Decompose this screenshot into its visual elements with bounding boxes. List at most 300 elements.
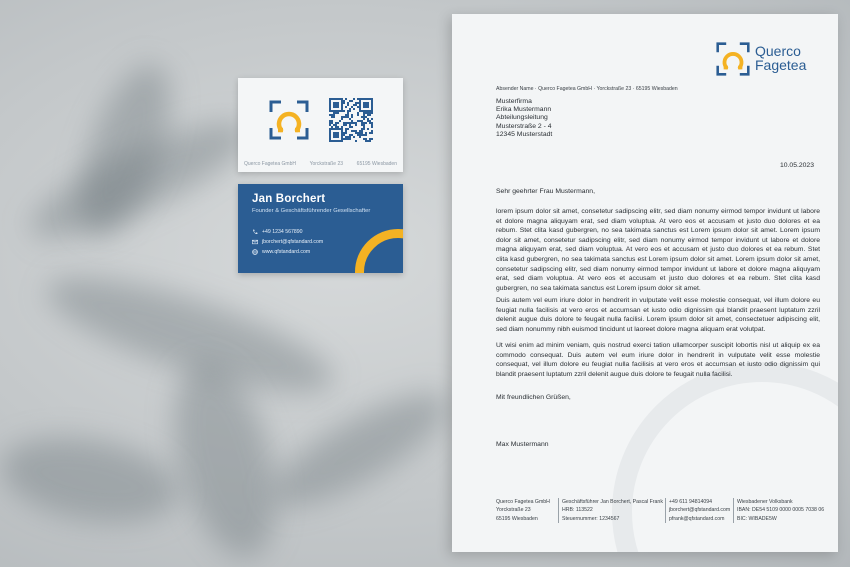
qr-module xyxy=(359,100,361,102)
qr-module xyxy=(357,102,359,104)
qr-module xyxy=(357,132,359,134)
qr-module xyxy=(361,98,363,100)
qr-module xyxy=(345,124,347,126)
qr-module xyxy=(329,130,331,132)
footer-text: Geschäftsführer Jan Borchert, Pascal Frank xyxy=(562,499,663,505)
qr-module xyxy=(341,118,343,120)
qr-module xyxy=(337,128,339,130)
qr-module xyxy=(329,98,331,100)
qr-module xyxy=(333,114,335,116)
qr-module xyxy=(341,100,343,102)
address-line: 12345 Musterstadt xyxy=(496,130,553,138)
qr-module xyxy=(351,106,353,108)
qr-module xyxy=(351,130,353,132)
qr-module xyxy=(333,110,335,112)
address-line: Musterfirma xyxy=(496,98,532,105)
qr-module xyxy=(335,132,337,134)
qr-module xyxy=(351,116,353,118)
qr-module xyxy=(347,102,349,104)
card-front-footer xyxy=(238,161,403,167)
qr-module xyxy=(341,140,343,142)
qr-module xyxy=(363,116,365,118)
qr-module xyxy=(337,112,339,114)
logo-icon xyxy=(269,100,309,140)
qr-module xyxy=(335,134,337,136)
qr-module xyxy=(371,108,373,110)
qr-module xyxy=(335,104,337,106)
qr-module xyxy=(349,136,351,138)
qr-module xyxy=(329,114,331,116)
qr-module xyxy=(337,110,339,112)
qr-module xyxy=(343,134,345,136)
qr-module xyxy=(365,122,367,124)
qr-module xyxy=(365,134,367,136)
qr-module xyxy=(343,132,345,134)
qr-module xyxy=(347,136,349,138)
qr-module xyxy=(367,114,369,116)
qr-module xyxy=(359,104,361,106)
qr-module xyxy=(371,118,373,120)
qr-module xyxy=(361,122,363,124)
qr-module xyxy=(353,122,355,124)
qr-module xyxy=(329,104,331,106)
qr-module xyxy=(331,140,333,142)
qr-module xyxy=(349,108,351,110)
footer-text: Querco Fagetea GmbH xyxy=(496,499,550,505)
qr-module xyxy=(367,110,369,112)
qr-module xyxy=(363,110,365,112)
qr-module xyxy=(361,134,363,136)
letter-date: 10.05.2023 xyxy=(779,162,814,169)
salutation: Sehr geehrter Frau Mustermann, xyxy=(496,188,595,195)
qr-module xyxy=(365,140,367,142)
qr-module xyxy=(367,128,369,130)
qr-module xyxy=(361,116,363,118)
qr-module xyxy=(333,102,335,104)
qr-module xyxy=(365,116,367,118)
qr-module xyxy=(363,106,365,108)
qr-module xyxy=(353,130,355,132)
qr-module xyxy=(345,116,347,118)
qr-module xyxy=(341,106,343,108)
qr-code-icon xyxy=(329,98,373,142)
qr-module xyxy=(343,116,345,118)
qr-module xyxy=(363,122,365,124)
footer-text: +49 611 94814094 xyxy=(669,499,713,505)
qr-module xyxy=(335,140,337,142)
footer-column-company xyxy=(496,498,558,523)
qr-module xyxy=(369,138,371,140)
qr-module xyxy=(349,138,351,140)
qr-module xyxy=(331,98,333,100)
footer-text: pfrank@qfstandard.com xyxy=(669,515,725,522)
qr-module xyxy=(335,106,337,108)
qr-module xyxy=(363,102,365,104)
qr-module xyxy=(353,98,355,100)
qr-module xyxy=(349,124,351,126)
qr-module xyxy=(353,136,355,138)
footer-column-bank xyxy=(733,498,828,523)
qr-module xyxy=(361,110,363,112)
qr-module xyxy=(345,122,347,124)
qr-module xyxy=(359,102,361,104)
qr-module xyxy=(331,126,333,128)
qr-module xyxy=(359,98,361,100)
qr-module xyxy=(337,134,339,136)
qr-module xyxy=(369,112,371,114)
address-line: Abteilungsleitung xyxy=(496,114,548,122)
qr-module xyxy=(355,104,357,106)
qr-module xyxy=(335,136,337,138)
card-phone-row xyxy=(252,229,303,235)
qr-module xyxy=(363,98,365,100)
qr-module xyxy=(341,110,343,112)
business-card-back xyxy=(238,184,403,273)
signer-name: Max Mustermann xyxy=(496,441,549,448)
qr-module xyxy=(341,108,343,110)
qr-module xyxy=(355,132,357,134)
card-street: Yorckstraße 23 xyxy=(309,161,344,167)
qr-module xyxy=(331,128,333,130)
qr-module xyxy=(339,98,341,100)
qr-module xyxy=(343,122,345,124)
qr-module xyxy=(333,134,335,136)
qr-module xyxy=(337,106,339,108)
body-paragraph-3: Ut wisi enim ad minim veniam, quis nostrud exerci tation ullamcorper suscipit lobortis nisl ut aliquip ex ea commodo consequat. Duis autem vel eum iriure dolor in hendrerit in vulputate velit esse molestie consequat, vel illum dolore eu feugiat nulla facilisis at vero eros et accumsan et iusto odio dignissim qui blandit praesent luptatum zzril delenit augue duis dolore te feugait nulla facilisi. xyxy=(496,342,820,378)
qr-module xyxy=(329,132,331,134)
qr-module xyxy=(371,126,373,128)
qr-module xyxy=(361,132,363,134)
qr-module xyxy=(365,138,367,140)
leaf-shadow xyxy=(258,374,461,526)
qr-module xyxy=(329,100,331,102)
qr-module xyxy=(371,104,373,106)
qr-module xyxy=(359,132,361,134)
qr-module xyxy=(371,124,373,126)
body-paragraph-2: Duis autem vel eum iriure dolor in hendrerit in vulputate velit esse molestie consequat, vel illum dolore eu feugiat nulla facilisis at vero eros et accumsan et iusto odio dignissim qui blandit praesent luptatum zzril delenit augue duis dolore te feugait nulla facilisi. Lorem ipsum dolor sit amet, consectetuer adipiscing elit, sed diam nonummy nibh euismod tincidunt ut laoreet dolore magna aliquam erat volutpat. xyxy=(496,297,820,333)
qr-module xyxy=(335,110,337,112)
qr-module xyxy=(339,110,341,112)
qr-module xyxy=(341,104,343,106)
qr-module xyxy=(333,124,335,126)
card-company: Querco Fagetea GmbH xyxy=(244,161,296,167)
qr-module xyxy=(345,128,347,130)
brand-line-1: Querco xyxy=(755,43,801,59)
qr-module xyxy=(337,122,339,124)
qr-module xyxy=(351,122,353,124)
qr-module xyxy=(337,98,339,100)
qr-module xyxy=(355,130,357,132)
qr-module xyxy=(331,120,333,122)
footer-text: 65195 Wiesbaden xyxy=(496,515,538,522)
qr-module xyxy=(357,98,359,100)
qr-module xyxy=(331,110,333,112)
qr-module xyxy=(365,104,367,106)
card-person-name: Jan Borchert xyxy=(252,193,326,205)
qr-module xyxy=(371,138,373,140)
qr-module xyxy=(367,104,369,106)
footer-text: IBAN: DE54 5109 0000 0005 7038 06 xyxy=(737,507,825,514)
qr-module xyxy=(329,134,331,136)
decorative-arc xyxy=(612,362,838,552)
qr-module xyxy=(361,128,363,130)
qr-module xyxy=(355,102,357,104)
mail-icon xyxy=(252,239,258,245)
qr-module xyxy=(363,112,365,114)
qr-module xyxy=(363,134,365,136)
qr-module xyxy=(367,106,369,108)
qr-module xyxy=(341,126,343,128)
qr-module xyxy=(329,140,331,142)
qr-module xyxy=(335,122,337,124)
qr-module xyxy=(367,98,369,100)
footer-text: Steuernummer: 1234567 xyxy=(562,515,620,522)
qr-module xyxy=(371,110,373,112)
qr-module xyxy=(365,110,367,112)
sender-line: Absender Name · Querco Fagetea GmbH · Yorckstraße 23 · 65195 Wiesbaden xyxy=(496,86,678,92)
brand-line-2: Fagetea xyxy=(755,57,807,73)
qr-module xyxy=(365,98,367,100)
qr-module xyxy=(337,126,339,128)
qr-module xyxy=(361,124,363,126)
qr-module xyxy=(329,138,331,140)
qr-module xyxy=(349,100,351,102)
qr-module xyxy=(329,128,331,130)
qr-module xyxy=(351,100,353,102)
qr-module xyxy=(357,114,359,116)
qr-module xyxy=(343,102,345,104)
qr-module xyxy=(343,110,345,112)
qr-module xyxy=(333,128,335,130)
qr-module xyxy=(371,130,373,132)
qr-module xyxy=(329,124,331,126)
qr-module xyxy=(365,112,367,114)
qr-module xyxy=(359,136,361,138)
qr-module xyxy=(367,118,369,120)
qr-module xyxy=(361,130,363,132)
qr-module xyxy=(349,110,351,112)
qr-module xyxy=(333,116,335,118)
address-line: Erika Mustermann xyxy=(496,106,552,114)
qr-module xyxy=(349,126,351,128)
qr-module xyxy=(335,98,337,100)
qr-module xyxy=(363,126,365,128)
qr-module xyxy=(357,120,359,122)
qr-module xyxy=(333,140,335,142)
qr-module xyxy=(355,122,357,124)
qr-module xyxy=(363,114,365,116)
qr-module xyxy=(365,106,367,108)
qr-module xyxy=(331,114,333,116)
qr-module xyxy=(345,106,347,108)
qr-module xyxy=(329,122,331,124)
qr-module xyxy=(367,140,369,142)
card-phone: +49 1234 567890 xyxy=(262,229,303,235)
qr-module xyxy=(363,104,365,106)
card-city: 65195 Wiesbaden xyxy=(356,161,397,167)
qr-module xyxy=(341,116,343,118)
qr-module xyxy=(341,130,343,132)
qr-module xyxy=(367,112,369,114)
qr-module xyxy=(335,128,337,130)
business-card-front xyxy=(238,78,403,172)
qr-module xyxy=(347,116,349,118)
qr-module xyxy=(349,134,351,136)
qr-module xyxy=(329,136,331,138)
qr-module xyxy=(363,138,365,140)
qr-module xyxy=(347,104,349,106)
decorative-arc xyxy=(355,229,403,273)
qr-module xyxy=(333,132,335,134)
qr-module xyxy=(341,138,343,140)
qr-module xyxy=(359,106,361,108)
qr-module xyxy=(369,140,371,142)
qr-module xyxy=(351,134,353,136)
address-line: Musterstraße 2 - 4 xyxy=(496,122,552,130)
qr-module xyxy=(345,138,347,140)
qr-module xyxy=(339,128,341,130)
qr-module xyxy=(371,102,373,104)
letter-footer xyxy=(496,498,828,523)
qr-module xyxy=(365,132,367,134)
qr-module xyxy=(341,136,343,138)
qr-module xyxy=(329,106,331,108)
qr-module xyxy=(347,128,349,130)
qr-module xyxy=(369,122,371,124)
qr-module xyxy=(357,112,359,114)
footer-column-registry xyxy=(558,498,665,523)
qr-module xyxy=(331,122,333,124)
qr-module xyxy=(355,140,357,142)
qr-module xyxy=(335,124,337,126)
footer-text: jborchert@qfstandard.com xyxy=(669,507,731,514)
qr-module xyxy=(359,120,361,122)
leaf-shadow xyxy=(0,425,186,535)
card-email: jborchert@qfstandard.com xyxy=(262,239,324,245)
globe-icon xyxy=(252,249,258,255)
qr-module xyxy=(369,98,371,100)
qr-module xyxy=(361,120,363,122)
qr-module xyxy=(333,136,335,138)
qr-module xyxy=(363,124,365,126)
qr-module xyxy=(343,100,345,102)
qr-module xyxy=(371,132,373,134)
card-website: www.qfstandard.com xyxy=(262,249,311,255)
qr-module xyxy=(363,128,365,130)
qr-module xyxy=(337,140,339,142)
qr-module xyxy=(345,132,347,134)
qr-module xyxy=(347,122,349,124)
footer-text: Wiesbadener Volksbank xyxy=(737,499,793,505)
qr-module xyxy=(359,110,361,112)
qr-module xyxy=(345,136,347,138)
qr-module xyxy=(347,110,349,112)
qr-module xyxy=(341,128,343,130)
qr-module xyxy=(345,130,347,132)
qr-module xyxy=(329,102,331,104)
qr-module xyxy=(331,116,333,118)
card-person-role: Founder & Geschäftsführender Gesellschafter xyxy=(252,208,371,214)
footer-text: BIC: WIBADE5W xyxy=(737,515,777,522)
qr-module xyxy=(341,132,343,134)
qr-module xyxy=(343,124,345,126)
qr-module xyxy=(329,108,331,110)
qr-module xyxy=(359,130,361,132)
qr-module xyxy=(337,132,339,134)
qr-module xyxy=(337,136,339,138)
qr-module xyxy=(345,98,347,100)
qr-module xyxy=(335,126,337,128)
qr-module xyxy=(369,120,371,122)
qr-module xyxy=(345,114,347,116)
qr-module xyxy=(353,104,355,106)
qr-module xyxy=(371,100,373,102)
qr-module xyxy=(369,110,371,112)
qr-module xyxy=(369,114,371,116)
qr-module xyxy=(355,124,357,126)
qr-module xyxy=(347,112,349,114)
qr-module xyxy=(353,108,355,110)
qr-module xyxy=(367,120,369,122)
qr-module xyxy=(333,104,335,106)
qr-module xyxy=(351,120,353,122)
qr-module xyxy=(347,138,349,140)
qr-module xyxy=(329,110,331,112)
recipient-address xyxy=(496,98,552,139)
qr-module xyxy=(333,98,335,100)
card-web-row xyxy=(252,249,310,255)
qr-module xyxy=(333,112,335,114)
qr-module xyxy=(351,126,353,128)
qr-module xyxy=(337,104,339,106)
qr-module xyxy=(329,120,331,122)
qr-module xyxy=(367,102,369,104)
qr-module xyxy=(337,102,339,104)
qr-module xyxy=(363,118,365,120)
closing: Mit freundlichen Grüßen, xyxy=(496,394,571,401)
body-paragraph-1: lorem ipsum dolor sit amet, consetetur sadipscing elitr, sed diam nonumy eirmod tempor invidunt ut labore et dolore magna aliquyam erat, sed diam voluptua. At vero eos et accusam et justo duo dolores et ea rebum. Stet clita kasd gubergren, no sea takimata sanctus est Lorem ipsum dolor sit amet. Lorem ipsum dolor sit amet, consetetur sadipscing elitr, sed diam nonumy eirmod tempor invidunt ut labore et dolore magna aliquyam erat, sed diam voluptua. At vero eos et accusam et justo duo dolores et ea rebum. Stet clita kasd gubergren, no sea takimata sanctus est Lorem ipsum dolor sit amet. Lorem ipsum dolor sit amet, consetetur sadipscing elitr, sed diam nonumy eirmod tempor invidunt ut labore et dolore magna aliquyam erat, sed diam voluptua. At vero eos et accusam et justo duo dolores et ea rebum. Stet clita kasd gubergren, no sea takimata sanctus est Lorem ipsum dolor sit amet. xyxy=(496,208,820,292)
qr-module xyxy=(371,122,373,124)
qr-module xyxy=(339,140,341,142)
qr-module xyxy=(341,102,343,104)
phone-icon xyxy=(252,229,258,235)
qr-module xyxy=(369,132,371,134)
qr-module xyxy=(335,102,337,104)
qr-module xyxy=(341,134,343,136)
qr-module xyxy=(351,114,353,116)
qr-module xyxy=(371,98,373,100)
brand-name xyxy=(755,44,806,72)
footer-text: Yorckstraße 23 xyxy=(496,507,531,514)
letterhead-page xyxy=(452,14,838,552)
footer-column-contact xyxy=(665,498,733,523)
card-email-row xyxy=(252,239,323,245)
qr-module xyxy=(357,106,359,108)
qr-module xyxy=(349,122,351,124)
qr-module xyxy=(371,106,373,108)
qr-module xyxy=(343,138,345,140)
qr-module xyxy=(359,134,361,136)
qr-module xyxy=(335,112,337,114)
qr-module xyxy=(333,106,335,108)
qr-module xyxy=(347,114,349,116)
qr-module xyxy=(359,108,361,110)
qr-module xyxy=(365,102,367,104)
qr-module xyxy=(349,118,351,120)
qr-module xyxy=(357,134,359,136)
logo-icon xyxy=(716,42,750,76)
qr-module xyxy=(371,112,373,114)
